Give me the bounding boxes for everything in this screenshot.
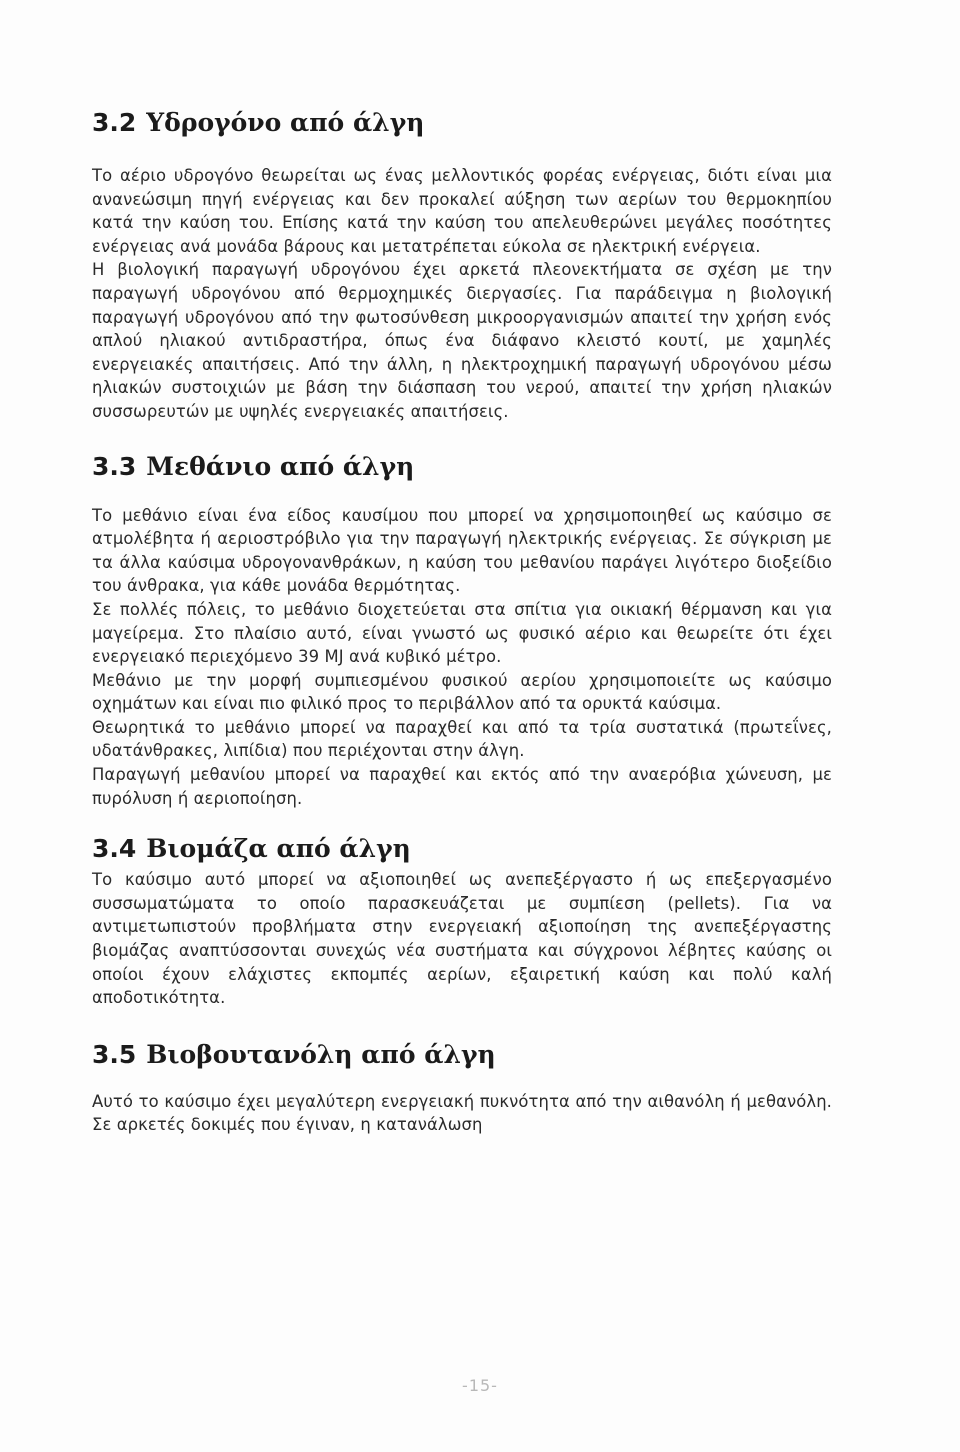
paragraph: Αυτό το καύσιμο έχει μεγαλύτερη ενεργειακή πυκνότητα από την αιθανόλη ή μεθανόλη. Σε αρκετές δοκιμές που έγιναν, η κατανάλωση — [92, 1091, 832, 1135]
section-title: Βιοβουτανόλη από άλγη — [146, 1039, 496, 1069]
page-number: -15- — [462, 1376, 498, 1395]
section-heading — [92, 452, 832, 482]
paragraph: Παραγωγή μεθανίου μπορεί να παραχθεί και εκτός από την αναερόβια χώνευση, με πυρόλυση ή αεριοποίηση. — [92, 765, 832, 808]
paragraph: Σε πολλές πόλεις, το μεθάνιο διοχετεύεται στα σπίτια για οικιακή θέρμανση και για μαγείρεμα. Στο πλαίσιο αυτό, είναι γνωστό ως φυσικό αέριο και θεωρείτε ότι έχει ενεργειακό περιεχόμενο 39 MJ ανά κυβικό μέτρο. — [92, 599, 832, 667]
page-content — [92, 108, 832, 1137]
section-heading — [92, 1040, 832, 1070]
section-number: 3.4 — [92, 834, 137, 864]
section-number: 3.2 — [92, 108, 137, 137]
section-heading — [92, 108, 832, 138]
section-3-4 — [92, 834, 832, 1010]
paragraph: Μεθάνιο με την μορφή συμπιεσμένου φυσικού αερίου χρησιμοποιείτε ως καύσιμο οχημάτων και είναι πιο φιλικό προς το περιβάλλον από τα ορυκτά καύσιμα. — [92, 670, 832, 714]
paragraph: Η βιολογική παραγωγή υδρογόνου έχει αρκετά πλεονεκτήματα σε σχέση με την παραγωγή υδρογόνου από θερμοχημικές διεργασίες. Για παράδειγμα η βιολογική παραγωγή υδρογόνου από την φωτοσύνθεση μικροοργανισμών απαιτεί την χρήση ενός απλού ηλιακού αντιδραστήρα, όπως ένα διάφανο κλειστό κουτί, με χαμηλές ενεργειακές απαιτήσεις. Από την άλλη, η ηλεκτροχημική παραγωγή υδρογόνου μέσω ηλιακών συστοιχιών με βάση την διάσπαση του νερού, απαιτεί την χρήση ηλιακών συσσωρευτών με υψηλές ενεργειακές απαιτήσεις. — [92, 260, 832, 421]
section-3-2 — [92, 108, 832, 424]
section-number: 3.5 — [92, 1039, 137, 1069]
section-title: Μεθάνιο από άλγη — [146, 451, 415, 481]
paragraph: Το αέριο υδρογόνο θεωρείται ως ένας μελλοντικός φορέας ενέργειας, διότι είναι μια ανανεώσιμη πηγή ενέργειας και δεν προκαλεί αύξηση των αερίων του θερμοκηπίου κατά την καύση του. Επίσης κατά την καύση του απελευθερώνει μεγάλες ποσότητες ενέργειας ανά μονάδα βάρους και μετατρέπεται εύκολα σε ηλεκτρική ενέργεια. — [92, 166, 832, 256]
paragraph: Το μεθάνιο είναι ένα είδος καυσίμου που μπορεί να χρησιμοποιηθεί ως καύσιμο σε ατμολέβητα ή αεριοστρόβιλο για την παραγωγή ηλεκτρικής ενέργειας. Σε σύγκριση με τα άλλα καύσιμα υδρογονανθράκων, η καύση του μεθανίου παράγει λιγότερο διοξείδιο του άνθρακα, για κάθε μονάδα θερμότητας. — [92, 505, 832, 596]
section-title: Υδρογόνο από άλγη — [146, 108, 425, 137]
section-title: Βιομάζα από άλγη — [146, 834, 411, 864]
section-heading — [92, 834, 832, 864]
section-number: 3.3 — [92, 451, 137, 481]
section-3-5 — [92, 1040, 832, 1137]
paragraph: Θεωρητικά το μεθάνιο μπορεί να παραχθεί και από τα τρία συστατικά (πρωτεΐνες, υδατάνθρακες, λιπίδια) που περιέχονται στην άλγη. — [92, 717, 832, 761]
paragraph: Το καύσιμο αυτό μπορεί να αξιοποιηθεί ως ανεπεξέργαστο ή ως επεξεργασμένο συσσωματώματα το οποίο παρασκευάζεται με συμπίεση (pellets). Για να αντιμετωπιστούν προβλήματα στην ενεργειακή αξιοποίηση της ανεπεξέργαστης βιομάζας αναπτύσσονται συνεχώς νέα συστήματα και σύγχρονοι λέβητες καύσης οι οποίοι έχουν ελάχιστες εκπομπές αερίων, εξαιρετική καύση και πολύ καλή αποδοτικότητα. — [92, 870, 832, 1008]
section-3-3 — [92, 452, 832, 811]
